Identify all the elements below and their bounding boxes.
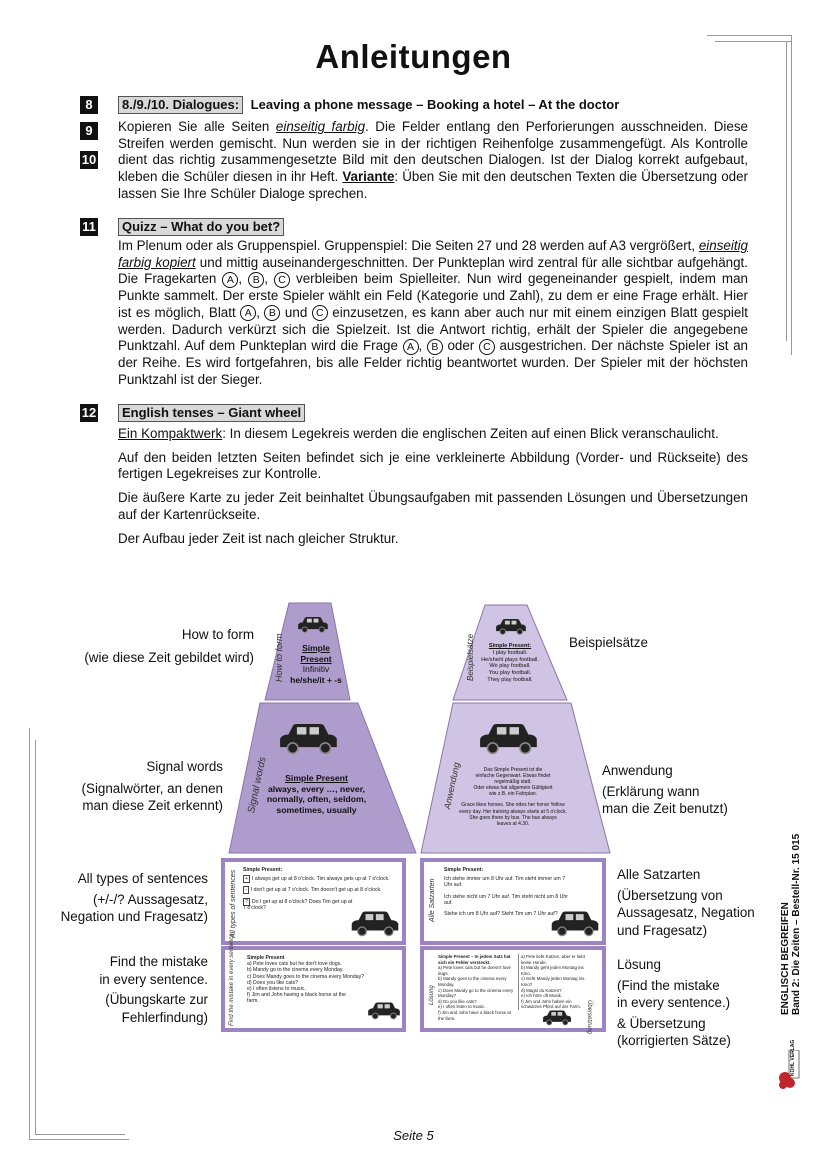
card-line: They play football. — [487, 676, 533, 683]
emphasis: einseitig farbig kopiert — [118, 238, 748, 270]
card-title: Simple Present: — [243, 867, 283, 873]
mark: - — [245, 887, 247, 894]
card-side-label: All types of sentences — [230, 869, 237, 938]
mark: ? — [245, 898, 248, 905]
emphasis: einseitig farbig — [275, 119, 366, 134]
text: : Üben Sie mit den deutschen Texten die Übersetzung oder lassen Sie Ihre Schüler Dialoge sprechen. — [118, 169, 748, 201]
circle-c: C — [312, 305, 328, 321]
text: und mittig auseinandergeschnitten. Der Punkteplan wird zentral für alle sichtbar aufgehängt. Die Fragekarten — [118, 254, 748, 287]
card-title: Simple Present: — [444, 867, 484, 873]
label-line: & Übersetzung — [617, 1015, 706, 1031]
card-line: a) Pete liebt Katzen, aber er liebt keine Hunde. — [521, 954, 585, 965]
card-side-label: Alle Satzarten — [429, 878, 436, 922]
card-line: f) Jim and John have a black horse at the farm. — [438, 1009, 511, 1021]
circle-a: A — [222, 272, 238, 288]
card-find-the-mistake — [221, 931, 406, 1032]
label-line: Aussagesatz, Negation — [617, 905, 755, 920]
card-line: I play football. — [492, 649, 528, 656]
section-number-11: 11 — [80, 218, 98, 236]
circle-b: B — [248, 272, 264, 288]
label-line: Beispielsätze — [569, 635, 648, 650]
text: Kopieren Sie alle Seiten — [118, 119, 276, 134]
mark: + — [245, 876, 249, 883]
card-side-label: Übersetzung — [586, 1000, 592, 1035]
card-line: always, every …, never, — [267, 783, 366, 794]
sentence: Do I get up at 8 o'clock? Does Tim get up at 7 o'clock? — [243, 898, 353, 911]
text: : In diesem Legekreis werden die englischen Zeiten auf einen Blick veranschaulicht. — [222, 426, 719, 441]
card-all-types-of-sentences — [221, 858, 406, 945]
card-how-to-form-text — [281, 643, 351, 685]
card-line: regelmäßig statt. — [494, 779, 532, 786]
card-line: f) Jim und John haben ein schwarzes Pferd auf der Farm. — [521, 998, 582, 1010]
card-content — [518, 954, 591, 1010]
section-number-12: 12 — [81, 405, 97, 420]
card-line: Stehe ich um 8 Uhr auf? Steht Tim um 7 Uhr auf? — [444, 911, 558, 918]
paragraph: Die äußere Karte zu jeder Zeit beinhaltet Übungsaufgaben mit passenden Lösungen und Übersetzungen auf der Kartenrückseite. — [118, 490, 748, 522]
card-line: c) Does Mandy goes to the cinema every Monday? — [247, 973, 365, 980]
text: Im Plenum oder als Gruppenspiel. Gruppenspiel: Die Seiten 27 und 28 werden auf A3 vergrößert, — [118, 238, 699, 253]
circle-a: A — [240, 305, 256, 321]
label-line: Fehlerfindung) — [121, 1009, 208, 1025]
circle-b: B — [264, 305, 280, 321]
taxi-icon — [542, 1010, 572, 1026]
card-line: wie z.B. ein Fahrplan. — [488, 791, 538, 798]
card-anwendung-text — [453, 767, 573, 827]
emphasis: Ein Kompaktwerk — [118, 426, 223, 441]
card-line: b) Mandy go to the cinema every Monday. — [247, 967, 344, 974]
card-line: d) Do you like cats? — [438, 998, 477, 1004]
card-title: Simple Present: — [488, 643, 532, 649]
card-line: e) I often listens to music. — [247, 986, 306, 993]
card-line — [243, 887, 398, 893]
page-title: Anleitungen — [315, 38, 512, 75]
card-line: every day. Her training always starts at 5 o'clock. — [459, 808, 567, 815]
taxi-icon — [350, 910, 400, 938]
label-line: (korrigierten Sätze) — [617, 1033, 731, 1048]
card-line — [243, 899, 353, 911]
card-loesung — [420, 946, 606, 1035]
series-name: ENGLISCH BEGREIFEN — [780, 902, 791, 1015]
text: . Die Felder entlang den Perforierungen ausschneiden. Diese Streifen werden gemischt. Nun werden sie in der richtigen Reihenfolge zusammengefügt. Als Kontrolle dient das richtig zusammengesetzte Bild mit den deutschen Dialogen. Ist der Dialog korrekt aufgebaut, kleben die Schüler diesen in ihr Heft. — [118, 119, 748, 185]
card-line: Infinitiv — [302, 664, 330, 674]
card-line: a) Pete loves cats but he doesn't love dogs. — [438, 965, 511, 976]
card-content — [438, 954, 516, 1021]
paragraph: Der Aufbau jeder Zeit ist nach gleicher Struktur. — [118, 530, 399, 546]
section-number-9: 9 — [80, 122, 98, 140]
label-line: (Erklärung wann — [602, 783, 700, 799]
card-line: Ich stehe nicht um 7 Uhr auf. Tim steht nicht um 8 Uhr auf. — [444, 893, 568, 906]
label-line: in every sentence.) — [617, 995, 731, 1010]
text: einzusetzen, es kann aber auch nur mit einem einzigen Blatt gespielt werden. Dadurch verkürzt sich die Spielzeit. Ist die Antwort richtig, erhält der Spieler die angegebene Punktzahl. Auf dem Punkteplan wird die Frage — [118, 304, 748, 354]
card-line: einfache Gegenwart. Etwas findet — [475, 773, 551, 780]
variant-label: Variante — [342, 169, 395, 185]
sentence: I don't get up at 7 o'clock. Tim doesn't get up at 8 o'clock. — [250, 887, 382, 894]
card-line: normally, often, seldom, — [266, 794, 367, 805]
comma: , — [264, 271, 274, 287]
text: ausgestrichen. Der nächste Spieler ist an der Reihe. Es wird fortgefahren, bis alle Felder richtig beantwortet wurden. Der Spieler mit der höchsten Punktzahl ist der Sieger. — [118, 338, 748, 387]
card-line: a) Pete loves cats but he don't love dogs. — [247, 961, 342, 968]
section-12-label: English tenses – Giant wheel — [118, 404, 305, 422]
circle-c: C — [479, 339, 495, 355]
card-content — [243, 867, 398, 911]
label-line: man diese Zeit erkennt) — [82, 798, 223, 813]
label-line: in every sentence. — [99, 971, 208, 987]
circle-a: A — [403, 339, 419, 355]
label-line: Find the mistake — [109, 954, 208, 969]
card-title: Simple Present — [285, 773, 348, 783]
label-line: Signal words — [146, 759, 223, 774]
card-line: leaves at 4.30. — [496, 820, 530, 827]
card-title: Simple Present — [247, 955, 285, 961]
label-line: (Find the mistake — [617, 977, 720, 993]
section-8-subtitle: Leaving a phone message – Booking a hotel – At the doctor — [250, 97, 620, 112]
label-line: (+/-/? Aussagesatz, — [93, 891, 208, 907]
kohl-verlag-logo — [778, 1039, 802, 1101]
card-signal-words-text — [255, 773, 378, 815]
text: und — [280, 304, 312, 320]
logo-text: KOHL VERLAG — [790, 1039, 796, 1076]
section-11-label: Quizz – What do you bet? — [118, 218, 284, 236]
section-number-10: 10 — [81, 152, 97, 167]
card-line: b) Mandy goes to the cinema every Monday. — [438, 976, 507, 987]
section-8-label: 8./9./10. Dialogues: — [118, 96, 243, 114]
card-side-label: Find the mistake in every sentence. — [229, 931, 235, 1026]
card-line: sometimes, usually — [276, 804, 357, 815]
label-line: Anwendung — [602, 763, 673, 778]
taxi-icon — [367, 1002, 401, 1020]
card-line: d) Magst du Katzen? — [521, 987, 562, 993]
card-title: Present — [300, 653, 332, 664]
circle-c: C — [274, 272, 290, 288]
card-line: He/she/it plays football. — [481, 656, 539, 663]
label-line: (Signalwörter, an denen — [81, 780, 223, 796]
card-line: b) Mandy geht jeden Montag ins Kino. — [521, 965, 584, 976]
card-line: c) Does Mandy go to the cinema every Monday? — [438, 987, 514, 999]
card-line: You play football. — [488, 670, 532, 677]
card-line: he/she/it + -s — [290, 674, 342, 685]
card-side-label: How to form — [274, 633, 284, 682]
comma: , — [418, 338, 427, 354]
card-line: d) Does you like cats? — [247, 979, 299, 986]
label-line: Negation und Fragesatz) — [60, 909, 208, 924]
circle-b: B — [427, 339, 443, 355]
volume-info: Band 2: Die Zeiten – Bestell-Nr. 15 015 — [791, 833, 802, 1015]
card-line: We play football. — [489, 663, 531, 670]
section-number-8: 8 — [80, 96, 98, 114]
label-line: und Fragesatz) — [617, 922, 708, 938]
text: oder — [442, 338, 479, 354]
card-content — [247, 955, 395, 1005]
card-side-label: Beispielsätze — [466, 633, 475, 681]
card-side-label: Signal words — [246, 755, 269, 815]
card-line: c) Geht Mandy jeden Montag ins Kino? — [521, 976, 585, 987]
card-alle-satzarten — [420, 858, 606, 945]
paragraph: Auf den beiden letzten Seiten befindet sich je eine verkleinerte Abbildung (Vorder- und Rückseite) des fertigen Legekreises zur Kontrolle. — [118, 449, 748, 482]
label-line: (wie diese Zeit gebildet wird) — [84, 649, 254, 665]
label-line: All types of sentences — [77, 871, 208, 886]
comma: , — [238, 271, 249, 287]
comma: , — [256, 304, 265, 320]
card-line: Das Simple Present ist die — [483, 767, 543, 773]
label-line: (Übersetzung von — [617, 887, 723, 903]
label-line: How to form — [181, 627, 254, 642]
card-title: Simple Present – In jedem Satz hat sich ein Fehler versteckt. — [438, 954, 511, 965]
card-title: Simple — [302, 643, 330, 653]
card-line — [243, 876, 398, 882]
card-beispielsaetze-text — [470, 643, 550, 684]
card-line: f) Jim and John having a black horse at the farm. — [247, 992, 346, 1005]
taxi-icon — [550, 910, 600, 938]
card-line: She goes there by bus. The bus always — [469, 814, 557, 821]
page-number: Seite 5 — [393, 1128, 434, 1143]
card-line: Grace likes horses. She rides her horse Yellow — [461, 802, 565, 809]
card-line: Ich stehe immer um 8 Uhr auf. Tim steht immer um 7 Uhr auf. — [444, 876, 566, 889]
card-side-label: Lösung — [429, 985, 435, 1005]
label-line: (Übungskarte zur — [105, 992, 208, 1007]
book-side-text — [780, 834, 802, 1015]
label-line: man die Zeit benutzt) — [602, 801, 728, 816]
label-line: Lösung — [617, 957, 661, 972]
sentence: I always get up at 8 o'clock. Tim always gets up at 7 o'clock. — [252, 876, 390, 883]
label-line: Alle Satzarten — [617, 867, 701, 882]
card-line: e) I often listen to music. — [438, 1004, 486, 1010]
card-line: Oder etwas hat allgemein Gültigkeit — [473, 785, 553, 792]
card-line: e) Ich höre oft Musik. — [521, 993, 562, 999]
text: verbleiben beim Spielleiter. Nun wird gegeneinander gespielt, indem man Punkte sammelt. Der erste Spieler wählt ein Feld (Kategorie und Zahl), zu dem er eine Frage erhält. Hier ist es möglich, Blatt — [118, 271, 748, 320]
card-side-label: Anwendung — [442, 761, 462, 811]
